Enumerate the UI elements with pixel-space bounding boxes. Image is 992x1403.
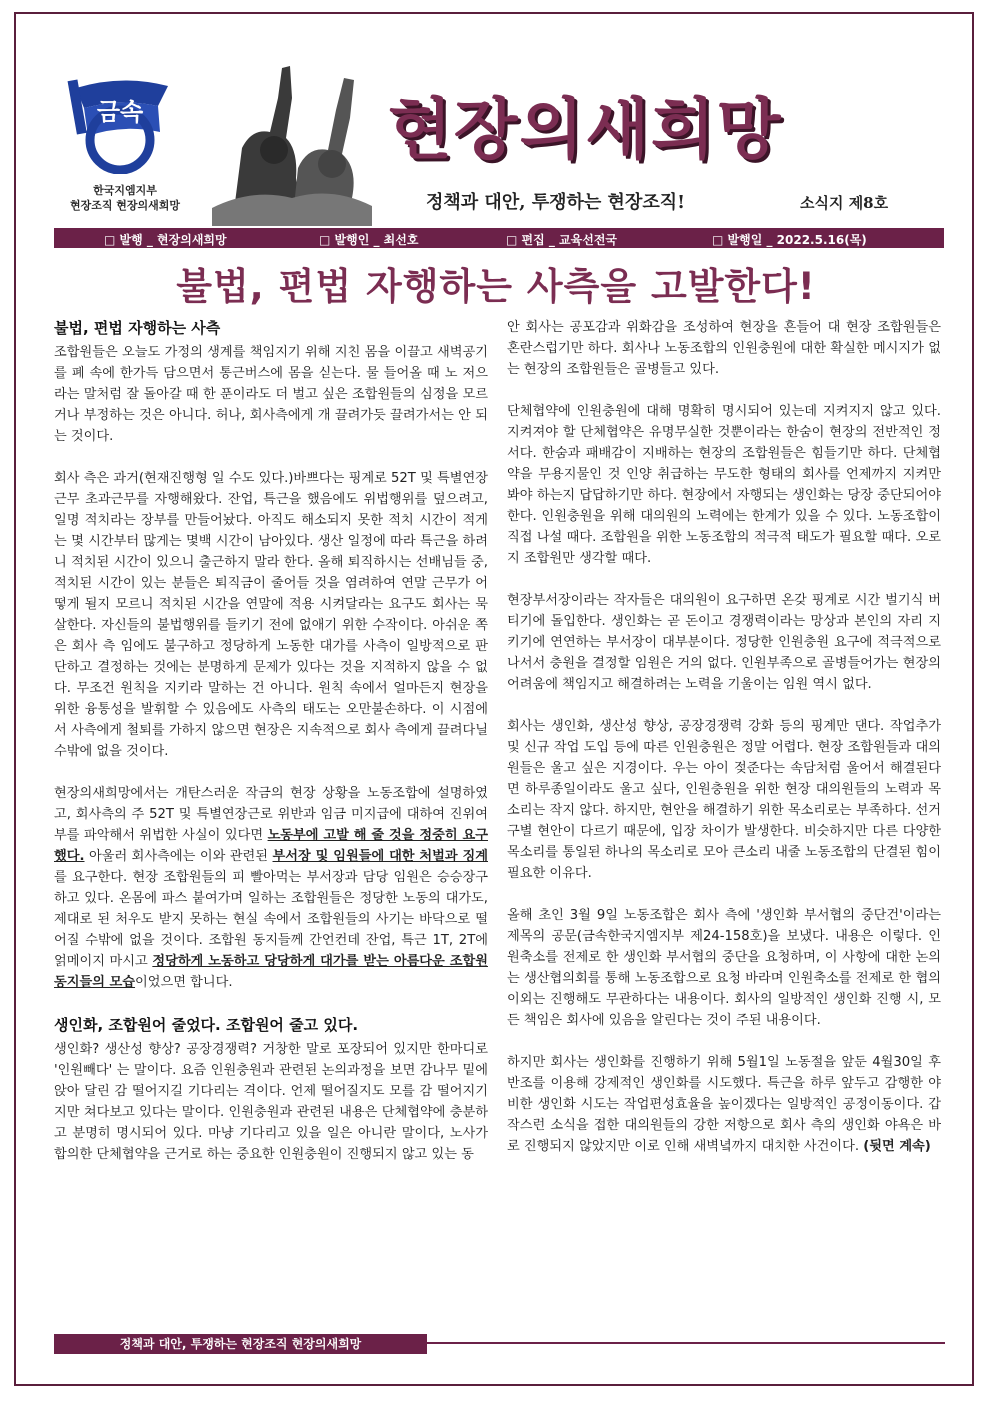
paragraph-right-3: 현장부서장이라는 작자들은 대의원이 요구하면 온갖 핑계로 시간 벌기식 버티기에 돌입한다. 생인화는 곧 돈이고 경쟁력이라는 망상과 본인의 자리 지키기에 연연하는 부서장이 대부분이다. 정당한 인원충원 요구에 적극적으로 나서서 충원을 결정할 임원은 거의 없다. 인원부족으로 골병들어가는 현장의 어려움에 책임지고 해결하려는 노력을 기울이는 임원 역시 없다. xyxy=(507,593,941,692)
paragraph-right-4: 회사는 생인화, 생산성 향상, 공장경쟁력 강화 등의 핑계만 댄다. 작업추가 및 신규 작업 도입 등에 따른 인원충원은 정말 어렵다. 현장 조합원들과 대의원들은 울고 싶은 지경이다. 우는 아이 젖준다는 속담처럼 울어서 해결된다면 하루종일이라도 울고 싶다, 인원충원을 위한 현장 대의원들의 노력과 목소리는 작지 않다. 하지만, 현안을 해결하기 위한 목소리로는 부족하다. 선거구별 현안이 다르기 때문에, 입장 차이가 발생한다. 비슷하지만 다른 다양한 목소리를 통일된 하나의 목소리로 모아 큰소리 내줄 노동조합의 단결된 힘이 필요한 이유다. xyxy=(507,719,941,881)
p3-part-d: 이었으면 합니다. xyxy=(135,975,233,990)
footer-banner: 정책과 대안, 투쟁하는 현장조직 현장의새희망 xyxy=(54,1334,427,1354)
paragraph-right-2: 단체협약에 인원충원에 대해 명확히 명시되어 있는데 지켜지지 않고 있다. 지켜져야 할 단체협약은 유명무실한 것뿐이라는 한숨이 현장의 전반적인 정서다. 한숨과 패배감이 지배하는 현장의 조합원들은 힘들기만 하다. 단체협약을 무용지물인 것 인양 취급하는 무도한 형태의 회사를 언제까지 지켜만 봐야 하는지 답답하기만 하다. 현장에서 자행되는 생인화는 당장 중단되어야 한다. 인원충원을 위해 대의원의 노력에는 한계가 있을 수 있다. 노동조합이 직접 나설 때다. 조합원을 위한 노동조합의 적극적 태도가 필요할 때다. 오로지 조합원만 생각할 때다. xyxy=(507,404,941,566)
section-heading-2: 생인화, 조합원어 줄었다. 조합원어 줄고 있다. xyxy=(54,1016,359,1034)
masthead-slogan: 정책과 대안, 투쟁하는 현장조직! xyxy=(426,192,686,213)
issuer-info: □ 발행인 _ 최선호 xyxy=(319,233,419,247)
org-line-2: 현장조직 현장의새희망 xyxy=(69,199,181,212)
paragraph-left-4: 생인화? 생산성 향상? 공장경쟁력? 거창한 말로 포장되어 있지만 한마디로 '인원빼다' 는 말이다. 요즘 인원충원과 관련된 논의과정을 보면 감나무 밑에 앉아 달린 감 떨어지길 기다리는 격이다. 언제 떨어질지도 모를 감 떨어지기지만 쳐다보고 있다는 말이다. 인원충원과 관련된 내용은 단체협약에 충분하고 분명히 명시되어 있다. 마냥 기다리고 있을 일은 아니란 말이다, 노사가 합의한 단체협약을 근거로 하는 중요한 인원충원이 진행되지 않고 있는 동 xyxy=(54,1042,488,1162)
paragraph-left-3 xyxy=(54,783,488,993)
p3-emphasis-1: 노동부에 고발 해 줄 것을 정중히 요구했다. xyxy=(54,828,489,864)
union-logo xyxy=(62,66,182,174)
p3-part-a: 현장의새희망에서는 개탄스러운 작금의 현장 상황을 노동조합에 설명하였고, 회사측의 주 52T 및 특별연장근로 위반과 임금 미지급에 대하여 진위여부를 파악해서 위법한 사실이 있다면 xyxy=(54,786,488,843)
workers-raised-fists-image xyxy=(212,58,372,226)
p3-emphasis-3: 정당하게 노동하고 당당하게 대가를 받는 아름다운 조합원 동지들의 모습 xyxy=(54,954,488,990)
paragraph-left-1: 조합원들은 오늘도 가정의 생계를 책임지기 위해 지친 몸을 이끌고 새벽공기를 폐 속에 한가득 담으면서 통근버스에 몸을 싣는다. 물 들어올 때 노 저으라는 말처럼 잘 돌아갈 때 한 푼이라도 더 벌고 싶은 조합원들의 심정을 모르거나 부정하는 것은 아니다. 허나, 회사측에게 개 끌려가듯 끌려가서는 안 되는 것이다. xyxy=(54,345,488,444)
paragraph-left-2: 회사 측은 과거(현재진행형 일 수도 있다.)바쁘다는 핑계로 52T 및 특별연장근무 초과근무를 자행해왔다. 잔업, 특근을 했음에도 위법행위를 덮으려고, 일명 적치라는 장부를 만들어놨다. 아직도 해소되지 못한 적치 시간이 적게는 몇 시간부터 많게는 몇백 시간이 남아있다. 생산 일정에 따라 특근을 하려니 적치된 시간이 있으니 출근하지 말라 한다. 올해 퇴직하시는 선배님들 중, 적치된 시간이 있는 분들은 퇴직금이 줄어들 것을 염려하여 연말 근무가 어떻게 될지 모르니 적치된 시간을 연말에 적용 시켜달라는 요구도 회사는 묵살한다. 자신들의 불법행위를 들키기 전에 없애기 위한 수작이다. 아쉬운 쪽은 회사 측 임에도 불구하고 정당하게 노동한 대가를 사측이 일방적으로 판단하고 결정하는 것에는 분명하게 문제가 있다는 것을 지적하지 않을 수 없다. 무조건 원칙을 지키라 말하는 건 아니다. 원칙 속에서 얼마든지 현장을 위한 융통성을 발휘할 수 있음에도 사측의 태도는 오만불손하다. 이 시점에서 사측에게 철퇴를 가하지 않으면 현장은 지속적으로 회사 측에게 끌려다닐 수밖에 없을 것이다. xyxy=(54,471,488,759)
p3-emphasis-2: 부서장 및 임원들에 대한 처벌과 징계 xyxy=(272,849,488,864)
continued-note: (뒷면 계속) xyxy=(863,1139,931,1154)
publication-info-bar xyxy=(54,228,944,248)
org-name xyxy=(40,183,210,213)
headline: 불법, 편법 자행하는 사측을 고발한다! xyxy=(176,265,816,308)
paragraph-right-1: 안 회사는 공포감과 위화감을 조성하여 현장을 흔들어 대 현장 조합원들은 혼란스럽기만 하다. 회사나 노동조합의 인원충원에 대한 확실한 메시지가 없는 현장의 조합원들은 골병들고 있다. xyxy=(507,320,941,377)
publisher-info: □ 발행 _ 현장의새희망 xyxy=(104,233,227,247)
masthead-title: 현장의새희망 xyxy=(388,90,783,168)
date-info: □ 발행일 _ 2022.5.16(목) xyxy=(712,233,867,247)
paragraph-right-6 xyxy=(507,1052,941,1157)
issue-number: 소식지 제8호 xyxy=(800,194,889,212)
section-heading-1: 불법, 편법 자행하는 사측 xyxy=(54,319,221,337)
right-column xyxy=(507,317,941,1178)
logo-text: 금속 xyxy=(96,98,144,126)
footer-rule xyxy=(427,1342,945,1344)
org-line-1: 한국지엠지부 xyxy=(93,184,157,197)
p3-part-b: 아울러 회사측에는 이와 관련된 xyxy=(84,849,273,864)
editor-info: □ 편집 _ 교육선전국 xyxy=(506,233,618,247)
left-column xyxy=(54,317,488,1186)
paragraph-right-5: 올해 초인 3월 9일 노동조합은 회사 측에 '생인화 부서협의 중단건'이라는 제목의 공문(금속한국지엠지부 제24-158호)을 보냈다. 내용은 이렇다. 인원축소를 전제로 한 생인화 부서협의 중단을 요청하며, 이 사항에 대한 논의는 생산협의회를 통해 노동조합으로 요청 바라며 인원축소를 전제로 한 협의 이외는 진행해도 무관하다는 내용이다. 회사의 일방적인 생인화 진행 시, 모든 책임은 회사에 있음을 알린다는 것이 주된 내용이다. xyxy=(507,908,941,1028)
p6-text: 하지만 회사는 생인화를 진행하기 위해 5월1일 노동절을 앞둔 4월30일 후반조를 이용해 강제적인 생인화를 시도했다. 특근을 하루 앞두고 감행한 야비한 생인화 시도는 작업편성효율을 높이겠다는 일방적인 공정이동이다. 갑작스런 소식을 접한 대의원들의 강한 저항으로 회사 측의 생인화 야욕은 바로 진행되지 않았지만 이로 인해 새벽녘까지 대치한 사건이다. xyxy=(507,1055,941,1154)
p3-part-c: 를 요구한다. 현장 조합원들의 피 빨아먹는 부서장과 담당 임원은 승승장구하고 있다. 온몸에 파스 붙여가며 일하는 조합원들은 정당한 노동의 대가도, 제대로 된 처우도 받지 못하는 현실 속에서 조합원들의 사기는 바닥으로 떨어질 수밖에 없을 것이다. 조합원 동지들께 간언컨데 잔업, 특근 1T, 2T에 얽메이지 마시고 xyxy=(54,870,488,969)
